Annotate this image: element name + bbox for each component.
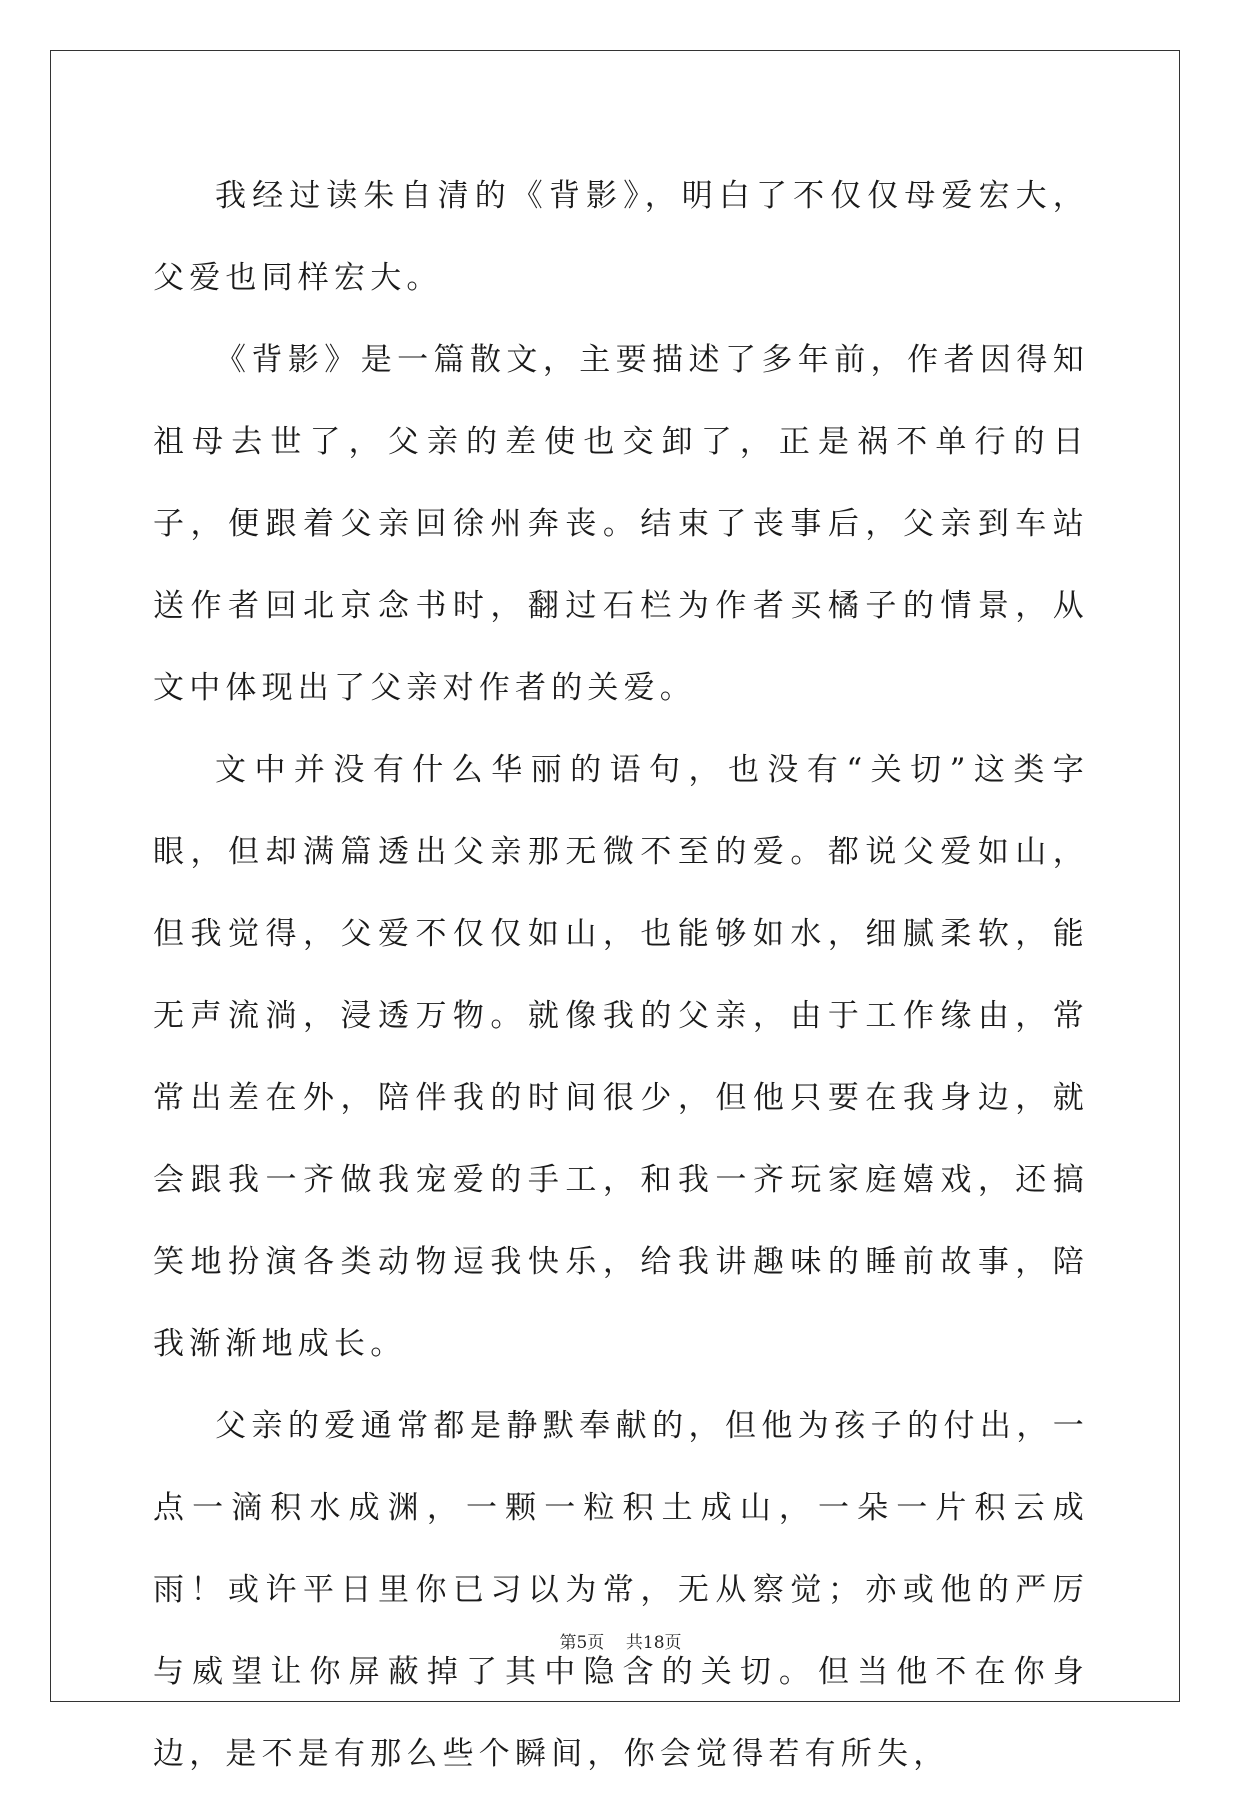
document-body [153, 155, 1089, 1795]
paragraph-2: 《背影》是一篇散文，主要描述了多年前，作者因得知祖母去世了，父亲的差使也交卸了，正是祸不单行的日子，便跟着父亲回徐州奔丧。结束了丧事后，父亲到车站送作者回北京念书时，翻过石栏为作者买橘子的情景，从文中体现出了父亲对作者的关爱。 [153, 342, 1089, 706]
total-page-count: 共18页 [625, 1633, 682, 1653]
current-page-number: 第5页 [559, 1633, 605, 1653]
paragraph-4: 父亲的爱通常都是静默奉献的，但他为孩子的付出，一点一滴积水成渊，一颗一粒积土成山，一朵一片积云成雨！或许平日里你已习以为常，无从察觉；亦或他的严厉与威望让你屏蔽掉了其中隐含的关切。但当他不在你身边，是不是有那么些个瞬间，你会觉得若有所失， [153, 1408, 1089, 1772]
paragraph-1: 我经过读朱自清的《背影》，明白了不仅仅母爱宏大，父爱也同样宏大。 [153, 178, 1089, 296]
paragraph-3: 文中并没有什么华丽的语句，也没有“关切”这类字眼，但却满篇透出父亲那无微不至的爱。都说父爱如山，但我觉得，父爱不仅仅如山，也能够如水，细腻柔软，能无声流淌，浸透万物。就像我的父亲，由于工作缘由，常常出差在外，陪伴我的时间很少，但他只要在我身边，就会跟我一齐做我宠爱的手工，和我一齐玩家庭嬉戏，还搞笑地扮演各类动物逗我快乐，给我讲趣味的睡前故事，陪我渐渐地成长。 [153, 752, 1089, 1362]
page-footer [0, 1628, 1241, 1653]
